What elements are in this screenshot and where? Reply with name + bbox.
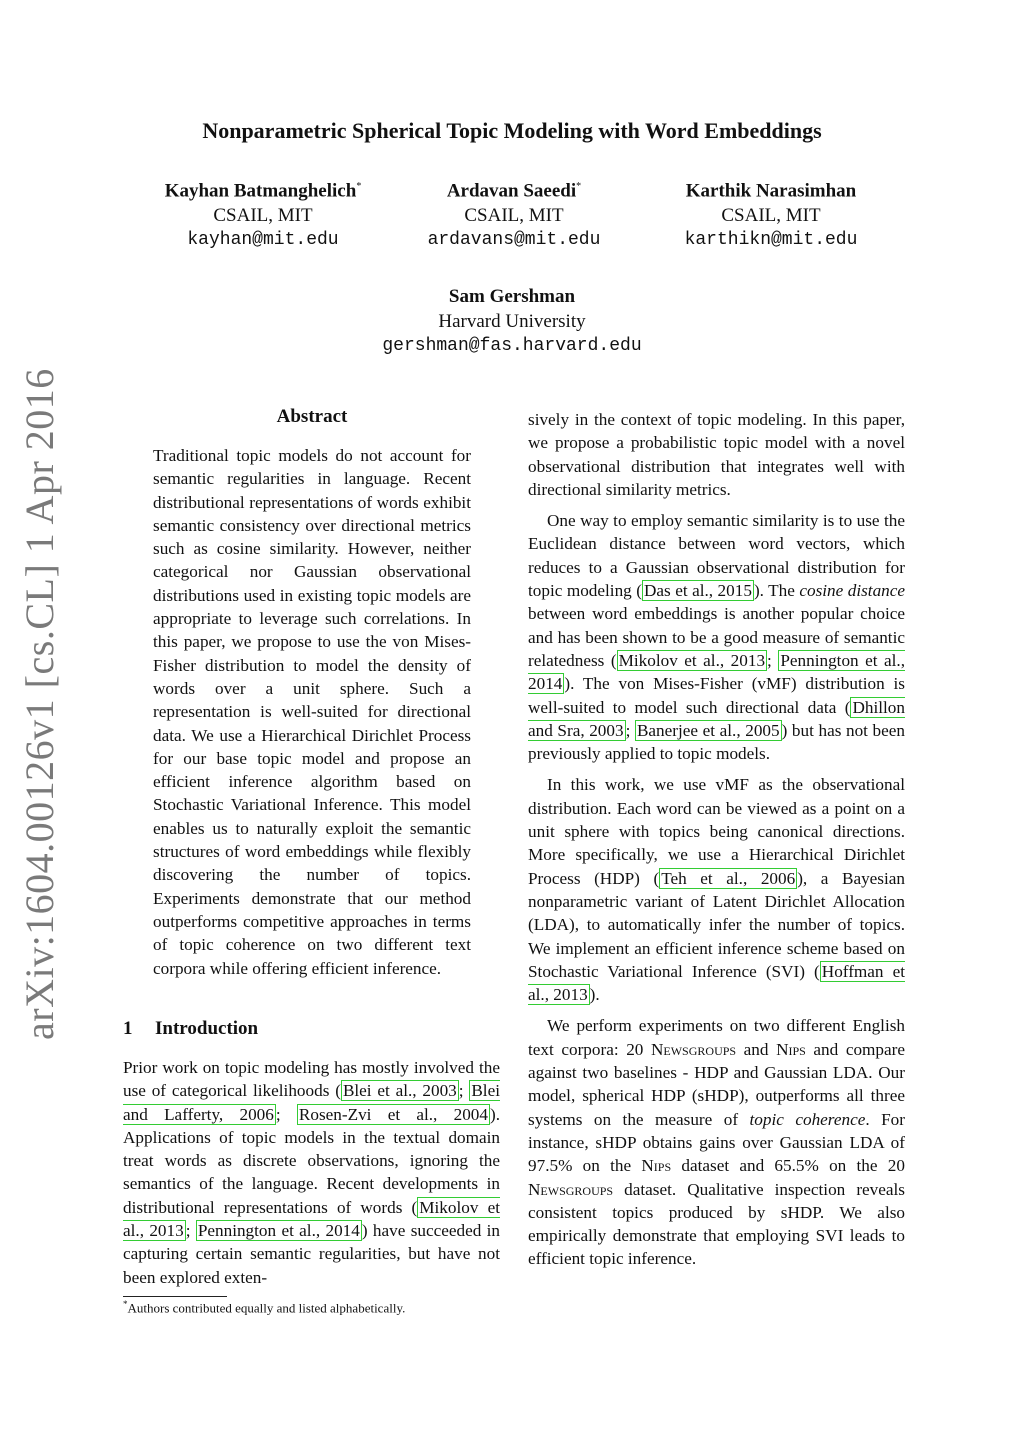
text-run: ;: [458, 1081, 470, 1101]
text-run: ), a Bayesian nonparametric variant of Latent Dirichlet Allocation (LDA), to automatically infer the number of topics. We implement an efficient inference scheme based on Stochastic Variational Inference (SVI) (: [528, 868, 905, 981]
author-block: [641, 174, 901, 253]
abstract-text: Traditional topic models do not account for semantic regularities in language. Recent distributional representations of words exhibit semantic consistency over directional metrics such as cosine similarity. However, neither categorical nor Gaussian observational distributions used in existing topic models are appropriate to leverage such correlations. In this paper, we propose to use the von Mises-Fisher distribution to model the density of words over a unit sphere. Such a representation is well-suited for directional data. We use a Hierarchical Dirichlet Process for our base topic model and propose an efficient inference algorithm based on Stochastic Variational Inference. This model enables us to naturally exploit the semantic structures of word embeddings while flexibly discovering the number of topics. Experiments demonstrate that our method outperforms competitive approaches in terms of topic coherence on two different text corpora while offering efficient inference.: [153, 446, 471, 978]
author-block: [384, 174, 644, 253]
author-name: Ardavan Saeedi: [446, 180, 577, 202]
author-affiliation: CSAIL, MIT: [721, 205, 821, 227]
text-run: dataset. Qualitative inspection reveals consistent topics produced by sHDP. We also empirically demonstrate that employing SVI leads to efficient topic inference.: [528, 1179, 905, 1269]
text-run: Prior work on topic modeling has mostly involved the use of categorical likelihoods (: [123, 1058, 500, 1101]
text-run: ;: [275, 1104, 297, 1124]
text-run: ;: [767, 650, 779, 670]
right-column: [528, 408, 905, 1271]
author-affiliation: CSAIL, MIT: [464, 205, 564, 227]
text-run: ).: [589, 985, 600, 1005]
text-run: ). Applications of topic models in the textual domain treat words as discrete observations, ignoring the semantics of the language. Recent developments in distributional representations of words (: [123, 1104, 501, 1217]
paragraph: [528, 773, 905, 1006]
footnote-mark: *: [123, 1299, 128, 1309]
citation-link[interactable]: Blei et al., 2003: [342, 1081, 457, 1101]
section-title: Introduction: [155, 1018, 259, 1039]
dataset-name: Nips: [641, 1156, 672, 1176]
paragraph: [528, 509, 905, 765]
dataset-name: Nips: [776, 1039, 806, 1059]
paragraph: sively in the context of topic modeling. In this paper, we propose a probabilistic topic model with a novel observational distribution that integrates well with directional similarity metrics.: [528, 410, 905, 499]
author-block: [133, 174, 393, 253]
text-run: ;: [625, 720, 635, 740]
author-mark: *: [356, 181, 362, 192]
emphasis: cosine distance: [799, 581, 906, 601]
introduction-paragraph: [123, 1056, 500, 1289]
citation-link[interactable]: Mikolov et al., 2013: [618, 650, 766, 670]
text-run: and compare against two baselines - HDP and Gaussian LDA. Our model, spherical HDP (sHDP), outperforms all three systems on the measure of: [528, 1039, 905, 1129]
footnote-text: Authors contributed equally and listed alphabetically.: [127, 1300, 406, 1316]
footnote: [123, 1299, 500, 1316]
text-run: In this work, we use vMF as the observational distribution. Each word can be viewed as a point on a unit sphere with topics being canonical directions. More specifically, we use a Hierarchical Dirichlet Process (HDP) (: [528, 775, 905, 888]
author-email[interactable]: karthikn@mit.edu: [684, 230, 858, 251]
author-email[interactable]: gershman@fas.harvard.edu: [382, 336, 642, 356]
text-run: ;: [185, 1221, 196, 1241]
dataset-name: Newsgroups: [528, 1179, 614, 1199]
text-run: between word embeddings is another popular choice and has been shown to be a good measure of semantic relatedness (: [528, 604, 905, 670]
arxiv-identifier: arXiv:1604.00126v1 [cs.CL] 1 Apr 2016: [17, 368, 62, 1040]
author-name: Karthik Narasimhan: [685, 180, 857, 202]
paper-title: Nonparametric Spherical Topic Modeling with Word Embeddings: [202, 118, 822, 143]
text-run: One way to employ semantic similarity is to use the Euclidean distance between word vectors, which reduces to a Gaussian observational distribution for topic modeling (: [528, 511, 905, 601]
footnote-rule: [123, 1296, 227, 1297]
text-run: ) but has not been previously applied to topic models.: [528, 720, 905, 764]
author-affiliation: Harvard University: [438, 311, 586, 332]
author-block: [312, 284, 712, 359]
dataset-name: Newsgroups: [650, 1039, 737, 1059]
text-run: and: [736, 1039, 777, 1059]
citation-link[interactable]: Blei and Lafferty, 2006: [123, 1081, 500, 1124]
text-run: ) have succeeded in capturing certain semantic regularities, but have not been explored exten-: [123, 1221, 501, 1287]
citation-link[interactable]: Rosen-Zvi et al., 2004: [298, 1104, 488, 1124]
emphasis: topic coherence: [749, 1109, 866, 1129]
citation-link[interactable]: Pennington et al., 2014: [528, 650, 906, 694]
author-name: Sam Gershman: [448, 286, 576, 307]
abstract-heading: Abstract: [276, 406, 348, 427]
citation-link[interactable]: Mikolov et al., 2013: [123, 1197, 500, 1241]
text-run: . For instance, sHDP obtains gains over Gaussian LDA of 97.5% on the: [528, 1109, 905, 1176]
citation-link[interactable]: Hoffman et al., 2013: [528, 961, 905, 1005]
text-run: ). The von Mises-Fisher (vMF) distribution is well-suited to model such directional data (: [528, 674, 905, 717]
paragraph: [528, 1014, 905, 1270]
text-run: ). The: [753, 581, 800, 601]
section-heading-introduction: [123, 1018, 258, 1040]
author-email[interactable]: kayhan@mit.edu: [187, 230, 339, 251]
author-affiliation: CSAIL, MIT: [213, 205, 313, 227]
section-number: 1: [123, 1018, 133, 1039]
citation-link[interactable]: Teh et al., 2006: [661, 868, 796, 888]
text-run: dataset and 65.5% on the 20: [671, 1156, 905, 1176]
author-mark: *: [576, 181, 582, 192]
citation-link[interactable]: Pennington et al., 2014: [197, 1221, 360, 1241]
text-run: We perform experiments on two different English text corpora: 20: [528, 1016, 905, 1059]
citation-link[interactable]: Das et al., 2015: [643, 581, 752, 601]
citation-link[interactable]: Dhillon and Sra, 2003: [528, 697, 905, 740]
author-name: Kayhan Batmanghelich: [164, 180, 357, 202]
citation-link[interactable]: Banerjee et al., 2005: [636, 720, 780, 740]
author-email[interactable]: ardavans@mit.edu: [427, 230, 601, 251]
